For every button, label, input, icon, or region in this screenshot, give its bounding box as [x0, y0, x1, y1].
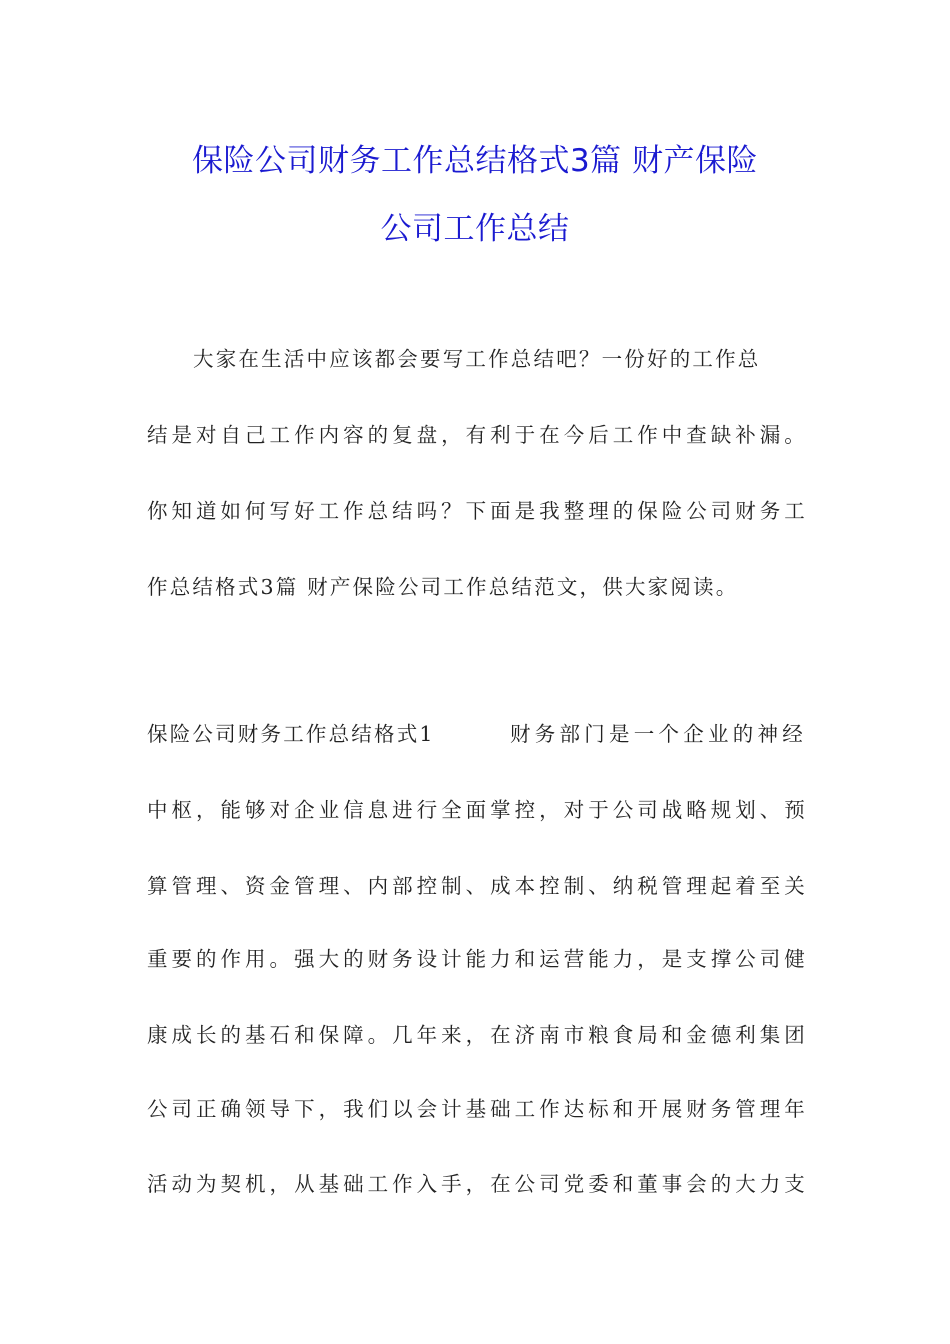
intro-line-2: 结是对自己工作内容的复盘，有利于在今后工作中查缺补漏。: [147, 423, 807, 447]
document-title-line-1: 保险公司财务工作总结格式3篇 财产保险: [191, 143, 759, 179]
body-line-4: 康成长的基石和保障。几年来，在济南市粮食局和金德利集团: [147, 1023, 807, 1047]
section-heading: 保险公司财务工作总结格式1: [147, 722, 435, 746]
body-line-6: 活动为契机，从基础工作入手，在公司党委和董事会的大力支: [147, 1172, 807, 1196]
intro-line-1: 大家在生活中应该都会要写工作总结吧？一份好的工作总: [193, 347, 761, 371]
body-line-3: 重要的作用。强大的财务设计能力和运营能力，是支撑公司健: [147, 947, 807, 971]
section-first-line-text: 财务部门是一个企业的神经: [510, 722, 805, 746]
body-line-1: 中枢，能够对企业信息进行全面掌控，对于公司战略规划、预: [147, 798, 807, 822]
intro-line-3: 你知道如何写好工作总结吗？下面是我整理的保险公司财务工: [147, 499, 807, 523]
document-title-line-2: 公司工作总结: [380, 211, 570, 247]
body-line-2: 算管理、资金管理、内部控制、成本控制、纳税管理起着至关: [147, 874, 807, 898]
intro-line-4: 作总结格式3篇 财产保险公司工作总结范文，供大家阅读。: [147, 575, 739, 599]
body-line-5: 公司正确领导下，我们以会计基础工作达标和开展财务管理年: [147, 1097, 807, 1121]
